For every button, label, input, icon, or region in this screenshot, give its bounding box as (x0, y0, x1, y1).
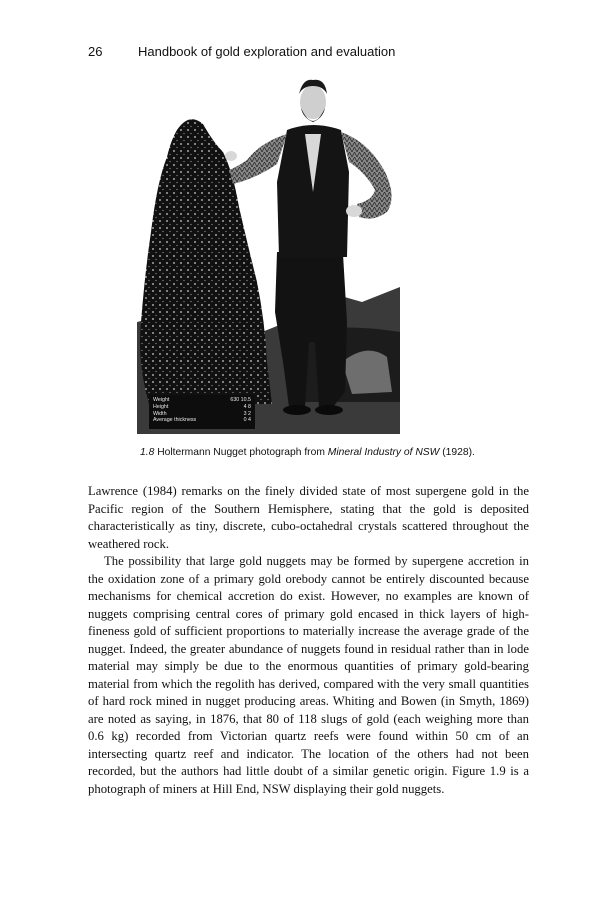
caption-text: Holtermann Nugget photograph from (157, 447, 328, 458)
page-number: 26 (88, 44, 103, 59)
caption-source-year: (1928). (439, 447, 475, 458)
paragraph: Lawrence (1984) remarks on the finely divided state of most supergene gold in the Pacific region of the Southern Hemisphere, stating that the gold is deposited characteristically as tiny, discrete, cubo-octahedral crystals scattered throughout the weathered rock. (88, 484, 529, 551)
nugget-photograph (137, 72, 400, 434)
running-header (88, 44, 395, 59)
legend-row: Width 3 2 (153, 410, 251, 417)
caption-source-title: Mineral Industry of NSW (327, 447, 440, 458)
nugget-dimensions-legend (149, 395, 255, 429)
body-text (88, 483, 529, 798)
photo-illustration (137, 72, 400, 434)
legend-row: Weight 630 10.5 (153, 397, 251, 403)
figure-caption (140, 447, 475, 458)
paragraph: The possibility that large gold nuggets may be formed by supergene accretion in the oxidation zone of a primary gold orebody cannot be entirely discounted because mechanisms for chemical accretion do exist. However, no examples are known of nuggets comprising central cores of primary gold encased in thick layers of high-fineness gold of sufficient proportions to materially increase the average grade of the nugget. Indeed, the greater abundance of nuggets found in residual rather than in lode material may simply be due to the enormous quantities of primary gold-bearing material from which the regolith has derived, compared with the very small quantities of hard rock mined in nugget producing areas. Whiting and Bowen (in Smyth, 1869) are noted as saying, in 1876, that 80 of 118 slugs of gold (each weighing more than 0.6 kg) recorded from Victorian quartz reefs were found within 50 cm of an intersecting quartz reef and indicator. The location of the others had not been recorded, but the authors had little doubt of a similar genetic origin. Figure 1.9 is a photograph of miners at Hill End, NSW displaying their gold nuggets. (88, 554, 529, 796)
figure-number: 1.8 (140, 447, 155, 458)
legend-row: Height 4 8 (153, 403, 251, 410)
legend-row: Average thickness 0 4 (153, 417, 251, 424)
running-title: Handbook of gold exploration and evaluation (138, 44, 396, 59)
